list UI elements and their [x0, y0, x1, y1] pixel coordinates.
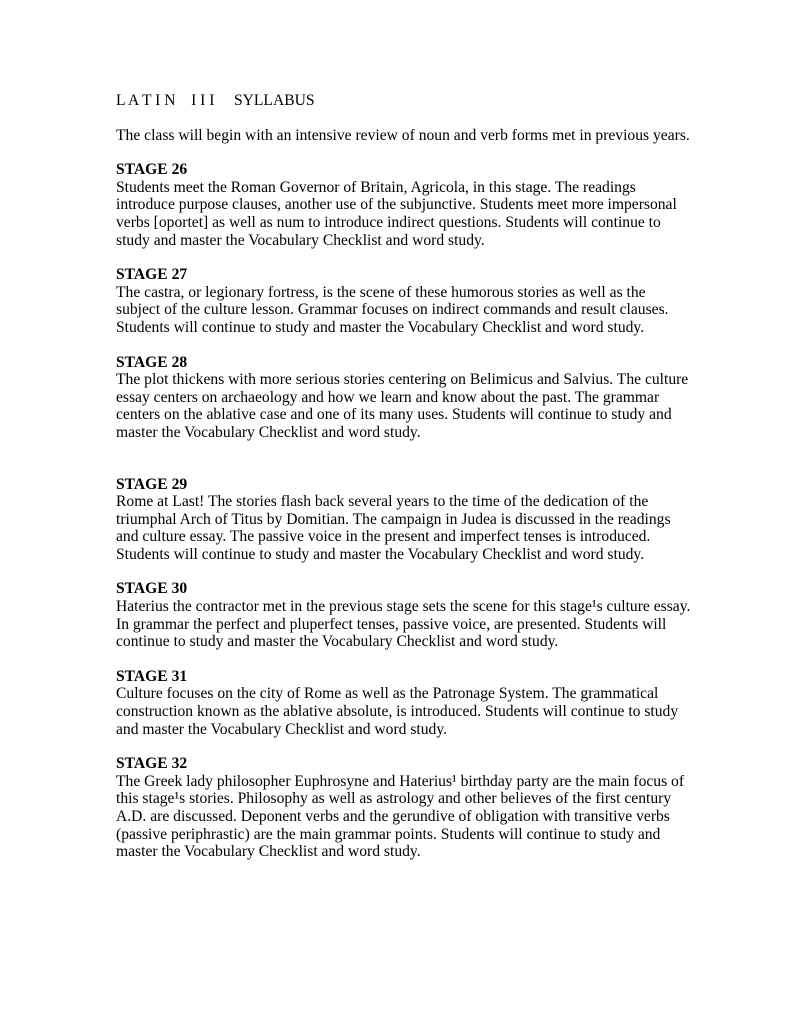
stage-heading: STAGE 29 — [116, 475, 188, 493]
stage-body: The Greek lady philosopher Euphrosyne and Haterius¹ birthday party are the main focus of this stage¹s stories. Philosophy as well as astrology and other believes of the first century A.D. are discussed. Deponent verbs and the gerundive of obligation with transitive verbs (passive periphrastic) are the main grammar points. Students will continue to study and master the Vocabulary Checklist and word study. — [116, 772, 685, 861]
stage-section — [116, 755, 691, 861]
stage-heading: STAGE 26 — [116, 161, 188, 179]
stage-heading: STAGE 27 — [116, 266, 188, 284]
stage-heading: STAGE 32 — [116, 755, 188, 773]
stage-section — [116, 476, 691, 564]
stage-section — [116, 161, 691, 249]
stage-body: The castra, or legionary fortress, is the scene of these humorous stories as well as the subject of the culture lesson. Grammar focuses on indirect commands and result clauses. Students will continue to study and master the Vocabulary Checklist and word study. — [116, 283, 669, 336]
stage-heading: STAGE 30 — [116, 580, 188, 598]
intro-paragraph: The class will begin with an intensive review of noun and verb forms met in previous years. — [116, 126, 690, 144]
stage-body: The plot thickens with more serious stories centering on Belimicus and Salvius. The culture essay centers on archaeology and how we learn and know about the past. The grammar centers on the ablative case and one of its many uses. Students will continue to study and master the Vocabulary Checklist and word study. — [116, 371, 689, 441]
stage-heading: STAGE 31 — [116, 667, 188, 685]
stage-section — [116, 580, 691, 650]
stage-section — [116, 266, 691, 336]
document-title: L A T I N I I I SYLLABUS — [116, 92, 315, 109]
stage-body: Haterius the contractor met in the previous stage sets the scene for this stage¹s culture essay. In grammar the perfect and pluperfect tenses, passive voice, are presented. Students will continue to study and master the Vocabulary Checklist and word study. — [116, 598, 691, 651]
stage-body: Students meet the Roman Governor of Britain, Agricola, in this stage. The readings introduce purpose clauses, another use of the subjunctive. Students meet more impersonal verbs [oportet] as well as num to introduce indirect questions. Students will continue to study and master the Vocabulary Checklist and word study. — [116, 178, 677, 249]
stage-section — [116, 354, 691, 442]
stage-heading: STAGE 28 — [116, 353, 188, 371]
document-page — [116, 92, 691, 878]
stage-body: Rome at Last! The stories flash back several years to the time of the dedication of the triumphal Arch of Titus by Domitian. The campaign in Judea is discussed in the readings and culture essay. The passive voice in the present and imperfect tenses is introduced. Students will continue to study and master the Vocabulary Checklist and word study. — [116, 493, 671, 563]
stage-body: Culture focuses on the city of Rome as well as the Patronage System. The grammatical construction known as the ablative absolute, is introduced. Students will continue to study and master the Vocabulary Checklist and word study. — [116, 685, 679, 738]
stage-section — [116, 668, 691, 738]
